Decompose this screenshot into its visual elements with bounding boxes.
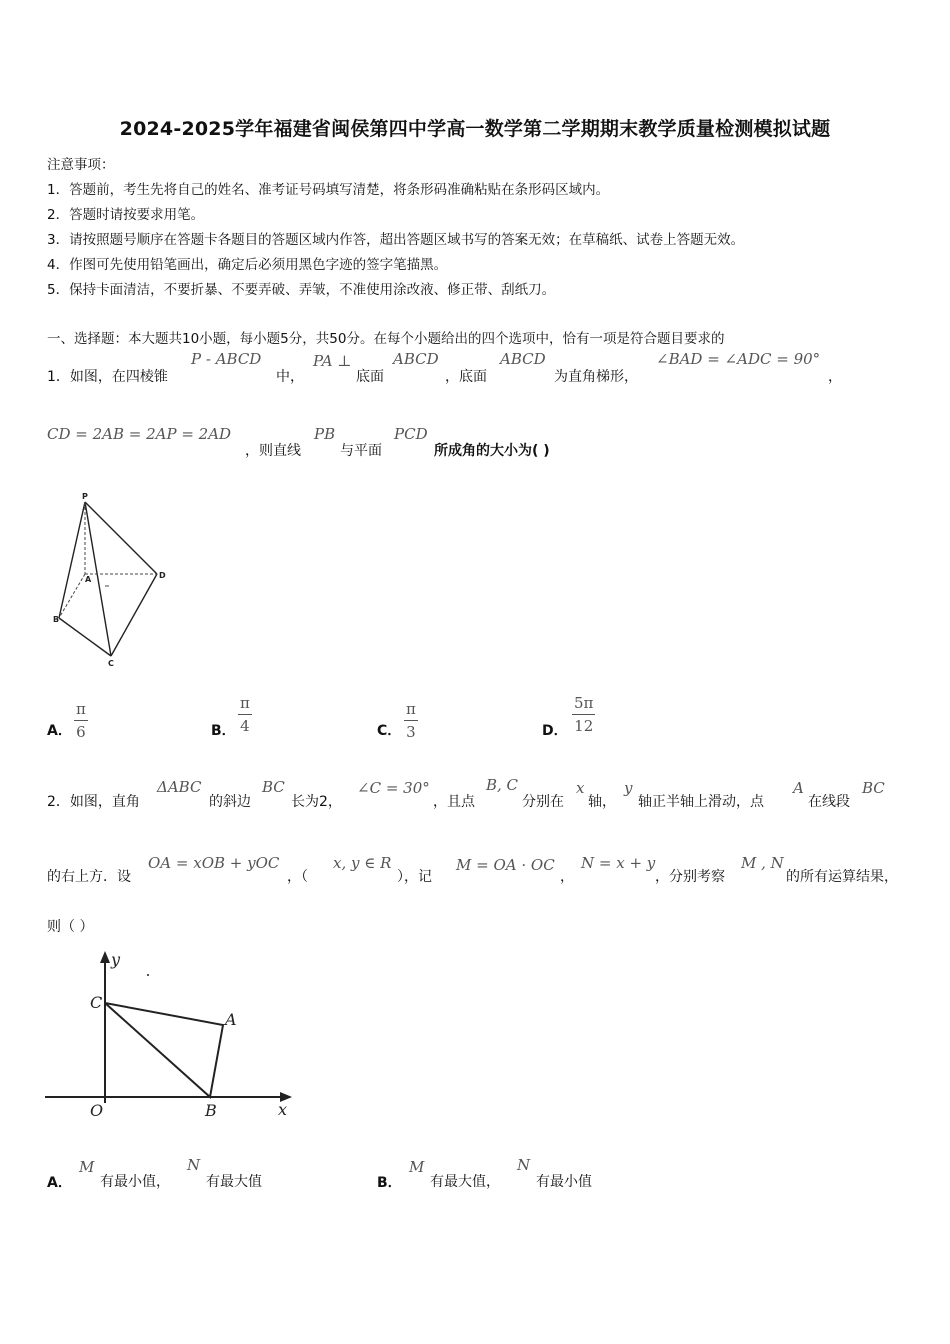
label-d: D (159, 571, 166, 580)
q2-option-b-n: N (517, 1156, 531, 1174)
q2-text-13: 的所有运算结果， (786, 869, 898, 885)
q2-math-vector: OA = xOB + yOC (148, 854, 280, 872)
notice-item-1: 1．答题前，考生先将自己的姓名、准考证号码填写清楚，将条形码准确粘贴在条形码区域内。 (47, 182, 610, 198)
q2-math-mn: M , N (741, 854, 784, 872)
q1-option-d-den: 12 (574, 717, 594, 735)
notice-item-4: 4．作图可先使用铅笔画出，确定后必须用黑色字迹的签字笔描黑。 (47, 257, 448, 273)
q2-math-bc-2: BC (862, 779, 885, 797)
q1-option-c-label[interactable]: C． (377, 723, 402, 739)
q2-text-11: ， (560, 869, 574, 885)
q1-option-b-fraction[interactable] (238, 694, 252, 735)
page-title: 2024-2025学年福建省闽侯第四中学高一数学第二学期期末教学质量检测模拟试题 (119, 118, 831, 140)
q1-text-5: ， (828, 369, 842, 385)
q2-math-n-def: N = x + y (581, 854, 656, 872)
q1-option-a-fraction[interactable] (74, 700, 88, 741)
section-heading: 一、选择题：本大题共10小题，每小题5分，共50分。在每个小题给出的四个选项中，恰有一项是符合题目要求的 (47, 331, 725, 347)
q1-text-7: 与平面 (340, 443, 382, 459)
q2-math-m-def: M = OA · OC (456, 856, 555, 874)
label-c: C (90, 993, 103, 1012)
label-a: A (85, 575, 92, 584)
q1-option-c-fraction[interactable] (404, 700, 418, 741)
edge-bc (59, 618, 111, 656)
label-y: y (111, 950, 121, 969)
q1-option-b-den: 4 (240, 717, 250, 735)
q2-number: 2．如图，直角 (47, 794, 140, 810)
q2-math-bc-1: BC (262, 778, 285, 796)
q2-option-b-text-2: 有最小值 (536, 1174, 592, 1190)
q2-text-9: ，（ (287, 869, 308, 885)
q2-math-a: A (793, 779, 804, 797)
q2-text-2: 长为2， (291, 794, 342, 810)
triangle-abc (105, 1003, 223, 1097)
q2-option-a-label[interactable]: A． (47, 1175, 72, 1191)
notice-item-5: 5．保持卡面清洁，不要折暴、不要弄破、弄皱，不准使用涂改液、修正带、刮纸刀。 (47, 282, 556, 298)
q2-text-14: 则（ ） (47, 919, 94, 935)
q1-math-pabcd: P - ABCD (191, 350, 262, 368)
q1-math-pcd: PCD (394, 425, 428, 443)
q1-option-c-den: 3 (406, 723, 416, 741)
q2-option-b-label[interactable]: B． (377, 1175, 402, 1191)
label-b: B (53, 615, 60, 624)
q2-option-a-n: N (187, 1156, 201, 1174)
q1-text-1: 中， (276, 369, 304, 385)
q2-text-1: 的斜边 (209, 794, 251, 810)
q1-math-abcd-1: ABCD (393, 350, 439, 368)
q2-coordinate-figure (40, 945, 300, 1125)
q1-text-2: 底面 (356, 369, 384, 385)
notice-item-2: 2．答题时请按要求用笔。 (47, 207, 205, 223)
q1-math-lengths: CD = 2AB = 2AP = 2AD (47, 425, 232, 443)
q1-option-a-num: π (76, 700, 86, 718)
label-o: O (90, 1101, 104, 1120)
q1-option-d-num: 5π (574, 694, 594, 712)
q1-option-a-den: 6 (76, 723, 86, 741)
q2-math-angle-c: ∠C = 30° (357, 779, 430, 797)
q2-option-b-m: M (409, 1158, 425, 1176)
q2-text-7: 在线段 (808, 794, 850, 810)
q2-math-x: x (576, 779, 585, 797)
q2-text-5: 轴， (588, 794, 616, 810)
q2-text-4: 分别在 (522, 794, 564, 810)
q1-text-3: ，底面 (445, 369, 487, 385)
q1-option-d-label[interactable]: D． (542, 723, 568, 739)
q1-text-8: 所成角的大小为( ) (434, 443, 550, 459)
notice-item-3: 3．请按照题号顺序在答题卡各题目的答题区域内作答，超出答题区域书写的答案无效；在草稿纸、试卷上答题无效。 (47, 232, 745, 248)
label-a: A (225, 1010, 237, 1029)
q2-text-8: 的右上方．设 (47, 869, 131, 885)
edge-ab (59, 574, 85, 618)
notice-heading: 注意事项： (47, 157, 115, 173)
q2-text-10: ），记 (397, 869, 432, 885)
q2-math-triangle: ΔABC (157, 778, 202, 796)
y-axis-arrow (100, 951, 110, 963)
q2-math-xy-real: x, y ∈ R (333, 854, 392, 872)
q1-text-6: ，则直线 (245, 443, 301, 459)
q1-text-4: 为直角梯形， (554, 369, 638, 385)
q2-option-a-m: M (79, 1158, 95, 1176)
q1-option-a-label[interactable]: A． (47, 723, 72, 739)
q1-math-pb: PB (314, 425, 336, 443)
q1-math-angles: ∠BAD = ∠ADC = 90° (656, 350, 821, 368)
q1-pyramid-figure (45, 488, 185, 668)
edge-cd (111, 574, 157, 656)
q2-text-6: 轴正半轴上滑动，点 (638, 794, 764, 810)
q1-option-d-fraction[interactable] (572, 694, 595, 735)
q2-option-b-text-1: 有最大值， (430, 1174, 500, 1190)
q1-math-abcd-2: ABCD (500, 350, 546, 368)
q1-option-c-num: π (406, 700, 416, 718)
q2-text-3: ，且点 (433, 794, 475, 810)
label-x: x (278, 1100, 288, 1119)
q2-option-a-text-2: 有最大值 (206, 1174, 262, 1190)
q2-math-bc-points: B, C (486, 776, 519, 794)
edge-pb (59, 502, 85, 618)
label-c: C (108, 659, 114, 668)
q2-text-12: ，分别考察 (655, 869, 725, 885)
label-p: P (82, 492, 88, 501)
q1-option-b-label[interactable]: B． (211, 723, 236, 739)
q1-option-b-num: π (240, 694, 250, 712)
q1-number: 1．如图，在四棱锥 (47, 369, 168, 385)
q1-math-pa-perp: PA ⊥ (313, 352, 352, 370)
q2-option-a-text-1: 有最小值， (100, 1174, 170, 1190)
q2-math-y: y (624, 779, 633, 797)
label-b: B (205, 1101, 217, 1120)
